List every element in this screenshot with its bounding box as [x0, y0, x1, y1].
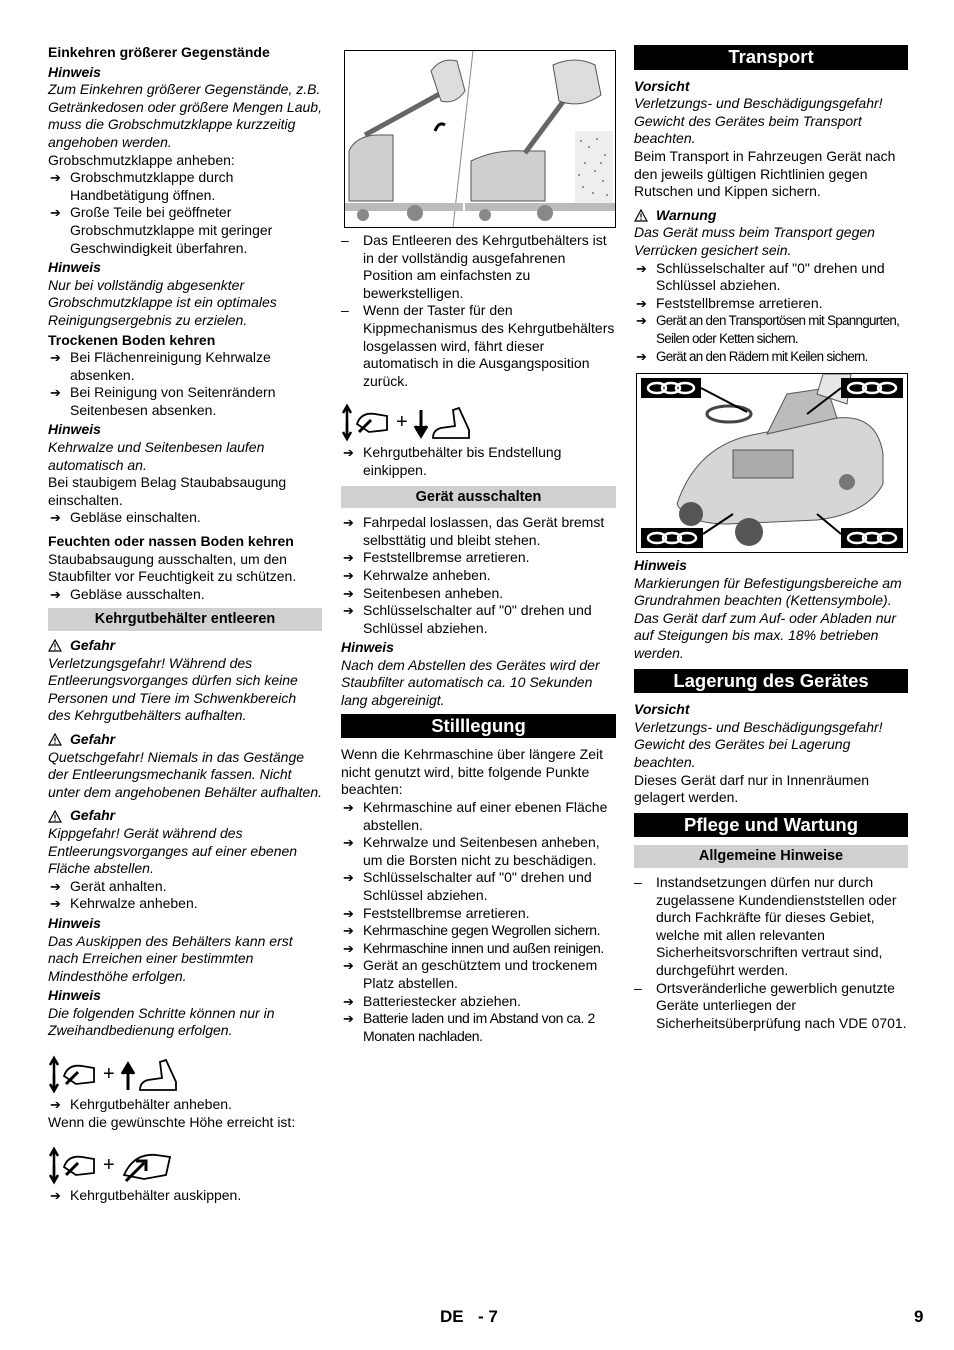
section-title-lagerung: Lagerung des Gerätes: [634, 669, 908, 694]
step-battery-plug: ➔ Batteriestecker abziehen.: [341, 993, 616, 1011]
dash-vde: – Ortsveränderliche gewerblich genutzte Geräte unterliegen der Sicherheitsüberprüfung nach VDE 0701.: [634, 980, 908, 1033]
danger-injury: Verletzungsgefahr! Während des Entleerungsvorganges dürfen sich keine Personen und Tiere im Schwenkbereich des Kehrgutbehälters aufhalten.: [48, 654, 298, 724]
label-hinweis: Hinweis: [48, 987, 101, 1004]
step-stop: ➔ Gerät anhalten.: [48, 878, 322, 896]
step-tip-hopper: ➔ Kehrgutbehälter auskippen.: [48, 1187, 322, 1205]
step-raise-sidebrush: ➔ Seitenbesen anheben.: [341, 585, 616, 603]
step-battery-charge: ➔ Batterie laden und im Abstand von ca. 2 Monaten nachladen.: [341, 1010, 616, 1045]
step-wheel-chocks: ➔ Gerät an den Rädern mit Keilen sichern.: [634, 348, 908, 366]
column-2: [341, 42, 616, 1045]
note-min-height: Das Auskippen des Behälters kann erst nach Erreichen einer bestimmten Mindesthöhe erfolgen.: [48, 932, 293, 984]
text-storage: Dieses Gerät darf nur in Innenräumen gelagert werden.: [634, 771, 870, 806]
warning-gefahr-2: [48, 731, 322, 749]
step-parking-brake: ➔ Feststellbremse arretieren.: [634, 295, 908, 313]
label-hinweis: Hinweis: [341, 639, 394, 656]
svg-text:+: +: [103, 1154, 115, 1177]
label-gefahr: Gefahr: [70, 637, 116, 653]
step-drive-over: ➔ Große Teile bei geöffneter Grobschmutzklappe mit geringer Geschwindigkeit überfahren.: [48, 204, 322, 257]
step-blower-off: ➔ Gebläse ausschalten.: [48, 586, 322, 604]
svg-text:+: +: [396, 411, 408, 434]
section-bar-switch-off: Gerät ausschalten: [341, 486, 616, 509]
caution-weight: Verletzungs- und Beschädigungsgefahr! Gewicht des Gerätes beim Transport beachten.: [634, 95, 883, 147]
label-gefahr: Gefahr: [70, 730, 116, 747]
label-vorsicht: Vorsicht: [634, 701, 690, 718]
section-title-transport: Transport: [634, 45, 908, 70]
step-raise-hopper: ➔ Kehrgutbehälter anheben.: [48, 1096, 322, 1114]
warning-triangle-icon: [48, 733, 62, 746]
step-level-surface: ➔ Kehrmaschine auf einer ebenen Fläche abstellen.: [341, 799, 616, 834]
warning-triangle-icon: [48, 810, 62, 823]
footer-page-number: 9: [914, 1307, 924, 1326]
text-dust: Bei staubigem Belag Staubabsaugung einschalten.: [48, 474, 287, 508]
heading-wet-floor: Feuchten oder nassen Boden kehren: [48, 533, 294, 550]
heading-dry-floor: Trockenen Boden kehren: [48, 331, 216, 348]
text-stilllegung: Wenn die Kehrmaschine über längere Zeit nicht genutzt wird, bitte folgende Punkte beachten:: [341, 746, 604, 798]
step-clean: ➔ Kehrmaschine innen und außen reinigen.: [341, 940, 616, 958]
hopper-emptying-illustration: [344, 50, 616, 228]
column-1: [48, 42, 322, 1205]
section-bar-empty-hopper: Kehrgutbehälter entleeren: [48, 608, 322, 631]
dash-auto-return: – Wenn der Taster für den Kippmechanismus des Kehrgutbehälters losgelassen wird, fährt dieser automatisch in die Ausgangsposition zurück.: [341, 302, 616, 390]
warning-gefahr-1: [48, 637, 322, 655]
warning-warnung: [634, 207, 908, 225]
step-release-pedal: ➔ Fahrpedal loslassen, das Gerät bremst selbsttätig und bleibt stehen.: [341, 514, 616, 549]
danger-tip: Kippgefahr! Gerät während des Entleerungsvorganges auf einer ebenen Fläche abstellen.: [48, 824, 298, 877]
svg-text:+: +: [103, 1063, 115, 1086]
label-vorsicht: Vorsicht: [634, 77, 690, 94]
step-tie-down: ➔ Gerät an den Transportösen mit Spanngurten, Seilen oder Ketten sichern.: [634, 312, 908, 347]
note-two-hand: Die folgenden Schritte können nur in Zweihandbedienung erfolgen.: [48, 1004, 275, 1039]
step-parking-brake: ➔ Feststellbremse arretieren.: [341, 905, 616, 923]
step-raise-roller: ➔ Kehrwalze anheben.: [48, 895, 322, 913]
step-dry-place: ➔ Gerät an geschütztem und trockenem Platz abstellen.: [341, 957, 616, 992]
step-blower-on: ➔ Gebläse einschalten.: [48, 509, 322, 527]
section-title-stilllegung: Stilllegung: [341, 714, 616, 739]
label-hinweis: Hinweis: [48, 914, 101, 931]
note-filter-clean: Nach dem Abstellen des Gerätes wird der Staubfilter automatisch ca. 10 Sekunden lang abgereinigt.: [341, 656, 600, 709]
warning-secure: Das Gerät muss beim Transport gegen Verrücken gesichert sein.: [634, 224, 875, 258]
controls-raise-pictogram: [48, 1054, 188, 1094]
step-key-off: ➔ Schlüsselschalter auf "0" drehen und Schlüssel abziehen.: [634, 260, 908, 295]
text-flap-raise: Grobschmutzklappe anheben:: [48, 151, 235, 168]
label-hinweis: Hinweis: [48, 63, 101, 80]
step-raise-roller: ➔ Kehrwalze anheben.: [341, 567, 616, 585]
column-3: [634, 42, 908, 1032]
text-wet: Staubabsaugung ausschalten, um den Staubfilter vor Feuchtigkeit zu schützen.: [48, 550, 297, 585]
note-auto-start: Kehrwalze und Seitenbesen laufen automatisch an.: [48, 439, 265, 473]
warning-gefahr-3: [48, 807, 322, 825]
footer-lang: DE: [440, 1307, 464, 1326]
section-title-pflege: Pflege und Wartung: [634, 813, 908, 838]
controls-tip-back-pictogram: [341, 402, 481, 442]
text-transport: Beim Transport in Fahrzeugen Gerät nach den jeweils gültigen Richtlinien gegen Rutschen und Kippen sichern.: [634, 147, 896, 200]
step-key-off: ➔ Schlüsselschalter auf "0" drehen und Schlüssel abziehen.: [341, 602, 616, 637]
text-height-reached: Wenn die gewünschte Höhe erreicht ist:: [48, 1113, 296, 1130]
step-raise-brushes: ➔ Kehrwalze und Seitenbesen anheben, um die Borsten nicht zu beschädigen.: [341, 834, 616, 869]
chain-icon: [641, 378, 701, 398]
tie-down-points-illustration: [636, 373, 908, 553]
label-warnung: Warnung: [656, 206, 717, 223]
danger-crush: Quetschgefahr! Niemals in das Gestänge der Entleerungsmechanik fassen. Nicht unter dem angehobenen Behälter aufhalten.: [48, 748, 322, 800]
note-large-objects: Zum Einkehren größerer Gegenstände, z.B. Getränkedosen oder größere Mengen Laub, muss die Grobschmutzklappe kurzzeitig angehoben werden.: [48, 81, 322, 150]
step-tip-back: ➔ Kehrgutbehälter bis Endstellung einkippen.: [341, 444, 616, 479]
chain-icon: [841, 528, 903, 548]
heading-large-objects: Einkehren größerer Gegenstände: [48, 44, 270, 60]
label-hinweis: Hinweis: [48, 421, 101, 438]
step-key-off: ➔ Schlüsselschalter auf "0" drehen und Schlüssel abziehen.: [341, 869, 616, 904]
step-secure-rolling: ➔ Kehrmaschine gegen Wegrollen sichern.: [341, 922, 616, 940]
label-hinweis: Hinweis: [634, 557, 687, 574]
step-open-flap: ➔ Grobschmutzklappe durch Handbetätigung öffnen.: [48, 169, 322, 204]
warning-triangle-icon: [48, 639, 62, 652]
caution-storage: Verletzungs- und Beschädigungsgefahr! Gewicht des Gerätes bei Lagerung beachten.: [634, 718, 883, 771]
step-parking-brake: ➔ Feststellbremse arretieren.: [341, 549, 616, 567]
footer-section-page: - 7: [478, 1307, 498, 1326]
dash-repairs: – Instandsetzungen dürfen nur durch zugelassene Kundendienststellen oder durch Fachkräfte für dieses Gebiet, welche mit allen relevanten Sicherheitsvorschriften vertraut sind, durchgeführt werden.: [634, 874, 908, 980]
chain-icon: [641, 528, 703, 548]
dash-full-position: – Das Entleeren des Kehrgutbehälters ist in der vollständig ausgefahrenen Position am einfachsten zu bewerkstelligen.: [341, 232, 616, 302]
note-chain-marks: Markierungen für Befestigungsbereiche am Grundrahmen beachten (Kettensymbole). Das Gerät darf zum Auf- oder Abladen nur auf Steigungen bis max. 18% betrieben werden.: [634, 574, 902, 662]
controls-tip-pictogram: [48, 1145, 188, 1185]
chain-icon: [841, 378, 903, 398]
label-gefahr: Gefahr: [70, 807, 116, 824]
step-lower-sidebrush: ➔ Bei Reinigung von Seitenrändern Seitenbesen absenken.: [48, 384, 322, 419]
warning-triangle-icon: [634, 209, 648, 222]
step-lower-roller: ➔ Bei Flächenreinigung Kehrwalze absenken.: [48, 349, 322, 384]
label-hinweis: Hinweis: [48, 259, 101, 276]
section-bar-general: Allgemeine Hinweise: [634, 845, 908, 868]
note-flap-lowered: Nur bei vollständig abgesenkter Grobschmutzklappe ist ein optimales Reinigungsergebnis zu erzielen.: [48, 276, 277, 328]
